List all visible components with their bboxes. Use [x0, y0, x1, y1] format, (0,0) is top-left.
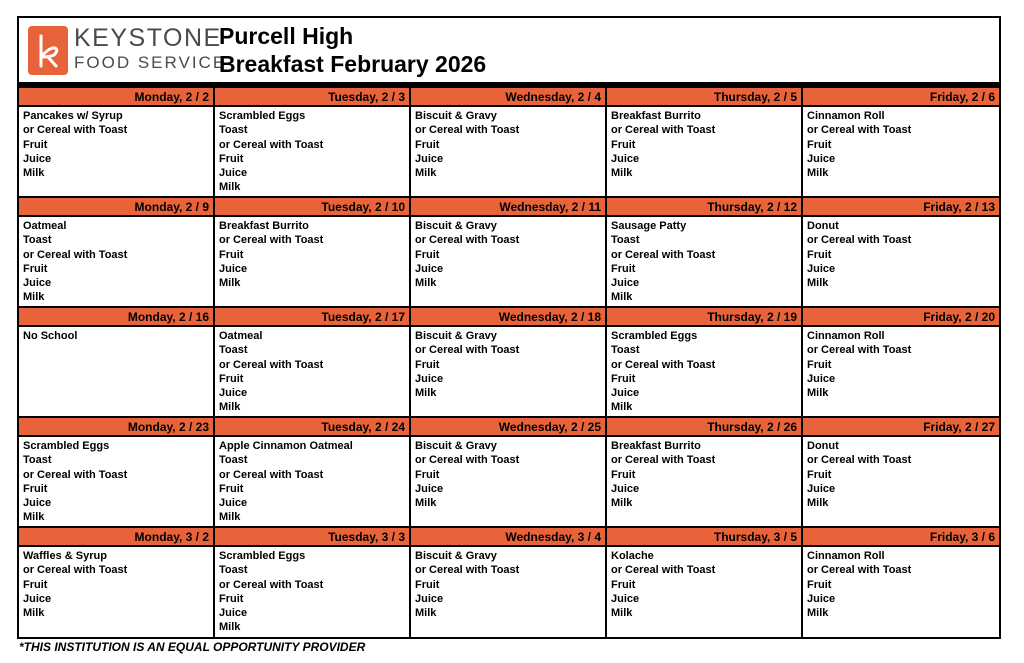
menu-item: or Cereal with Toast [219, 358, 324, 371]
menu-item: Milk [23, 607, 45, 620]
menu-item: Fruit [219, 248, 244, 261]
menu-item: Fruit [611, 372, 636, 385]
menu-item: Juice [611, 592, 640, 605]
menu-item: Fruit [807, 578, 832, 591]
menu-item: or Cereal with Toast [807, 454, 912, 467]
menu-item: Milk [415, 497, 437, 510]
menu-item: Juice [219, 497, 248, 510]
day-menu [803, 107, 999, 198]
menu-header [19, 18, 999, 88]
menu-item: Fruit [807, 138, 832, 151]
menu-item: Waffles & Syrup [23, 550, 107, 562]
menu-item: Toast [611, 344, 640, 357]
menu-item: Fruit [807, 468, 832, 481]
menu-item: Juice [807, 592, 836, 605]
day-menu [411, 437, 605, 528]
menu-item: Juice [219, 387, 248, 400]
day-header: Friday, 2 / 13 [803, 198, 999, 217]
menu-item: or Cereal with Toast [807, 564, 912, 577]
menu-item: or Cereal with Toast [23, 124, 128, 137]
day-cell [803, 528, 999, 637]
menu-item: Milk [415, 167, 437, 180]
menu-item: Oatmeal [219, 330, 263, 342]
day-menu [607, 327, 801, 418]
menu-item: Scrambled Eggs [611, 330, 698, 342]
menu-item: Juice [23, 152, 52, 165]
day-menu [803, 547, 999, 637]
menu-item: Milk [611, 291, 633, 304]
menu-item: Breakfast Burrito [611, 110, 701, 122]
menu-item: or Cereal with Toast [611, 564, 716, 577]
menu-item: Milk [23, 167, 45, 180]
menu-item: Donut [807, 220, 839, 232]
day-cell [19, 418, 215, 528]
menu-item: Juice [611, 387, 640, 400]
menu-item: Juice [611, 482, 640, 495]
menu-item: Scrambled Eggs [23, 440, 110, 452]
menu-item: Milk [611, 497, 633, 510]
menu-item: Fruit [611, 138, 636, 151]
menu-item: Fruit [611, 468, 636, 481]
brand-line-1: KEYSTONE [74, 24, 222, 52]
day-cell [19, 198, 215, 308]
day-header: Friday, 2 / 20 [803, 308, 999, 327]
day-header: Wednesday, 2 / 18 [411, 308, 605, 327]
day-header: Tuesday, 3 / 3 [215, 528, 409, 547]
menu-titles [219, 22, 486, 78]
day-header: Monday, 2 / 16 [19, 308, 213, 327]
menu-item: Milk [219, 621, 241, 634]
menu-item: Cinnamon Roll [807, 110, 885, 122]
menu-item: Toast [219, 344, 248, 357]
brand-name [74, 24, 227, 74]
equal-opportunity-notice: *THIS INSTITUTION IS AN EQUAL OPPORTUNITY PROVIDER [19, 640, 366, 654]
day-cell [607, 88, 803, 198]
menu-item: Fruit [219, 482, 244, 495]
day-header: Thursday, 3 / 5 [607, 528, 801, 547]
menu-item: Juice [611, 277, 640, 290]
day-menu [19, 107, 213, 198]
day-menu [411, 107, 605, 198]
menu-item: Juice [219, 262, 248, 275]
menu-item: Scrambled Eggs [219, 110, 306, 122]
day-cell [411, 308, 607, 418]
day-header: Thursday, 2 / 19 [607, 308, 801, 327]
menu-item: Milk [415, 607, 437, 620]
menu-item: Donut [807, 440, 839, 452]
day-menu [607, 547, 801, 637]
menu-item: or Cereal with Toast [23, 564, 128, 577]
day-cell [215, 198, 411, 308]
week-row [19, 418, 999, 528]
menu-item: Juice [415, 152, 444, 165]
menu-item: Milk [219, 511, 241, 524]
day-menu [411, 327, 605, 418]
day-menu [19, 437, 213, 528]
menu-item: Cinnamon Roll [807, 330, 885, 342]
day-cell [411, 528, 607, 637]
menu-item: Juice [219, 607, 248, 620]
day-menu [215, 547, 409, 637]
day-header: Tuesday, 2 / 10 [215, 198, 409, 217]
menu-item: Fruit [219, 592, 244, 605]
day-cell [19, 528, 215, 637]
menu-item: or Cereal with Toast [807, 344, 912, 357]
day-menu [19, 217, 213, 308]
menu-item: Milk [807, 277, 829, 290]
day-cell [215, 528, 411, 637]
day-cell [607, 198, 803, 308]
day-header: Monday, 3 / 2 [19, 528, 213, 547]
menu-item: or Cereal with Toast [807, 124, 912, 137]
day-cell [215, 308, 411, 418]
day-header: Friday, 2 / 6 [803, 88, 999, 107]
menu-item: Fruit [807, 358, 832, 371]
menu-item: Fruit [219, 152, 244, 165]
day-header: Tuesday, 2 / 17 [215, 308, 409, 327]
menu-item: Juice [807, 262, 836, 275]
menu-item: Juice [415, 372, 444, 385]
menu-item: Fruit [415, 468, 440, 481]
brand-line-2: FOOD SERVICE [74, 53, 227, 72]
day-menu [411, 547, 605, 637]
menu-item: Kolache [611, 550, 654, 562]
menu-item: or Cereal with Toast [415, 344, 520, 357]
menu-item: Juice [23, 592, 52, 605]
menu-item: Milk [219, 277, 241, 290]
menu-item: Fruit [23, 578, 48, 591]
menu-item: Milk [611, 401, 633, 414]
day-cell [803, 308, 999, 418]
menu-item: No School [23, 330, 78, 342]
day-cell [411, 418, 607, 528]
day-header: Friday, 2 / 27 [803, 418, 999, 437]
menu-item: Juice [415, 262, 444, 275]
week-row [19, 528, 999, 637]
menu-item: Toast [23, 454, 52, 467]
menu-item: Milk [807, 607, 829, 620]
menu-item: Milk [611, 607, 633, 620]
menu-item: Milk [219, 181, 241, 194]
menu-item: or Cereal with Toast [23, 468, 128, 481]
menu-item: Juice [23, 277, 52, 290]
day-header: Monday, 2 / 23 [19, 418, 213, 437]
day-header: Thursday, 2 / 26 [607, 418, 801, 437]
menu-item: Fruit [415, 248, 440, 261]
menu-frame [17, 16, 1001, 639]
menu-calendar-grid [19, 88, 999, 637]
menu-item: Apple Cinnamon Oatmeal [219, 440, 353, 452]
menu-item: Fruit [611, 262, 636, 275]
menu-item: Milk [807, 497, 829, 510]
menu-item: or Cereal with Toast [611, 454, 716, 467]
menu-item: Biscuit & Gravy [415, 550, 497, 562]
menu-item: Milk [415, 277, 437, 290]
menu-item: Fruit [23, 482, 48, 495]
day-header: Monday, 2 / 2 [19, 88, 213, 107]
day-menu [215, 217, 409, 308]
day-header: Tuesday, 2 / 3 [215, 88, 409, 107]
day-cell [803, 198, 999, 308]
menu-item: Fruit [807, 248, 832, 261]
menu-item: or Cereal with Toast [415, 124, 520, 137]
menu-item: Biscuit & Gravy [415, 110, 497, 122]
day-cell [411, 88, 607, 198]
menu-item: Milk [611, 167, 633, 180]
menu-item: Fruit [415, 138, 440, 151]
menu-item: Biscuit & Gravy [415, 330, 497, 342]
day-menu [803, 437, 999, 528]
day-header: Thursday, 2 / 5 [607, 88, 801, 107]
menu-item: or Cereal with Toast [219, 468, 324, 481]
menu-item: Oatmeal [23, 220, 67, 232]
menu-item: or Cereal with Toast [415, 454, 520, 467]
day-cell [215, 418, 411, 528]
menu-item: Sausage Patty [611, 220, 687, 232]
day-menu [607, 217, 801, 308]
menu-item: Juice [415, 482, 444, 495]
menu-title: Breakfast February 2026 [219, 51, 487, 77]
day-menu [607, 437, 801, 528]
menu-item: or Cereal with Toast [219, 138, 324, 151]
menu-item: Cinnamon Roll [807, 550, 885, 562]
day-header: Tuesday, 2 / 24 [215, 418, 409, 437]
menu-item: or Cereal with Toast [219, 578, 324, 591]
day-menu [803, 327, 999, 418]
day-cell [607, 418, 803, 528]
k-logo-icon [28, 26, 68, 75]
menu-item: or Cereal with Toast [23, 248, 128, 261]
menu-item: Juice [611, 152, 640, 165]
menu-item: Biscuit & Gravy [415, 220, 497, 232]
menu-item: Toast [219, 124, 248, 137]
menu-item: Milk [807, 167, 829, 180]
day-cell [607, 308, 803, 418]
menu-item: Fruit [219, 372, 244, 385]
menu-item: Juice [219, 167, 248, 180]
menu-item: or Cereal with Toast [611, 124, 716, 137]
menu-item: Toast [219, 564, 248, 577]
menu-item: Toast [219, 454, 248, 467]
menu-item: Juice [23, 497, 52, 510]
menu-item: Biscuit & Gravy [415, 440, 497, 452]
day-cell [607, 528, 803, 637]
menu-item: or Cereal with Toast [219, 234, 324, 247]
day-header: Friday, 3 / 6 [803, 528, 999, 547]
menu-item: Breakfast Burrito [611, 440, 701, 452]
menu-item: Fruit [23, 262, 48, 275]
day-cell [411, 198, 607, 308]
day-menu [411, 217, 605, 308]
day-header: Wednesday, 2 / 25 [411, 418, 605, 437]
menu-item: Milk [807, 387, 829, 400]
menu-item: or Cereal with Toast [611, 358, 716, 371]
menu-item: Milk [23, 291, 45, 304]
menu-item: Toast [611, 234, 640, 247]
week-row [19, 198, 999, 308]
week-row [19, 308, 999, 418]
week-row [19, 88, 999, 198]
menu-item: Fruit [415, 358, 440, 371]
menu-item: or Cereal with Toast [415, 234, 520, 247]
day-cell [215, 88, 411, 198]
day-menu [19, 547, 213, 637]
day-menu [215, 327, 409, 418]
menu-item: Juice [415, 592, 444, 605]
menu-item: or Cereal with Toast [415, 564, 520, 577]
menu-item: Pancakes w/ Syrup [23, 110, 123, 122]
day-header: Wednesday, 2 / 11 [411, 198, 605, 217]
day-header: Wednesday, 2 / 4 [411, 88, 605, 107]
school-name: Purcell High [219, 23, 354, 49]
day-menu [19, 327, 213, 418]
day-cell [803, 418, 999, 528]
day-menu [215, 107, 409, 198]
menu-item: Fruit [611, 578, 636, 591]
menu-item: Milk [219, 401, 241, 414]
menu-item: Juice [807, 372, 836, 385]
day-header: Monday, 2 / 9 [19, 198, 213, 217]
menu-item: Toast [23, 234, 52, 247]
menu-item: Juice [807, 152, 836, 165]
menu-item: Fruit [415, 578, 440, 591]
day-cell [19, 308, 215, 418]
menu-item: Juice [807, 482, 836, 495]
menu-item: Milk [415, 387, 437, 400]
menu-item: or Cereal with Toast [807, 234, 912, 247]
menu-item: Breakfast Burrito [219, 220, 309, 232]
menu-item: Scrambled Eggs [219, 550, 306, 562]
day-menu [607, 107, 801, 198]
day-cell [19, 88, 215, 198]
day-header: Thursday, 2 / 12 [607, 198, 801, 217]
menu-item: Fruit [23, 138, 48, 151]
day-menu [215, 437, 409, 528]
day-cell [803, 88, 999, 198]
menu-item: Milk [23, 511, 45, 524]
menu-item: or Cereal with Toast [611, 248, 716, 261]
day-menu [803, 217, 999, 308]
day-header: Wednesday, 3 / 4 [411, 528, 605, 547]
